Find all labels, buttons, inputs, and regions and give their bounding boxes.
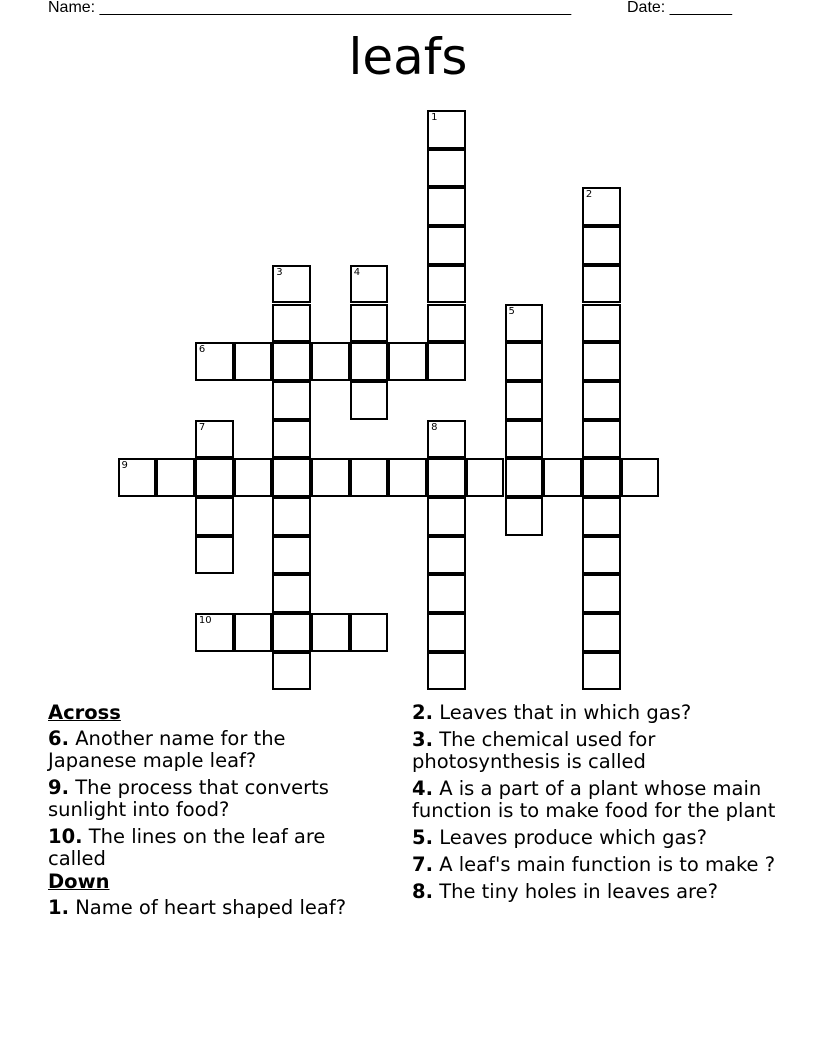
cell-number: 1 <box>431 112 438 123</box>
grid-cell[interactable] <box>272 458 311 497</box>
grid-cell[interactable] <box>427 536 466 575</box>
grid-cell[interactable] <box>350 265 389 304</box>
grid-cell[interactable] <box>350 458 389 497</box>
cell-number: 3 <box>276 266 283 278</box>
grid-cell[interactable] <box>234 458 273 497</box>
cell-number: 9 <box>121 460 128 472</box>
grid-cell[interactable] <box>388 342 427 381</box>
clue-across-9 <box>48 777 378 821</box>
date-field: Date: _______ <box>627 0 732 16</box>
clue-number: 5. <box>412 826 433 849</box>
grid-cell[interactable] <box>272 304 311 343</box>
grid-cell[interactable] <box>427 574 466 613</box>
grid-cell[interactable] <box>350 342 389 381</box>
grid-cell[interactable] <box>272 381 311 420</box>
clue-down-1 <box>48 897 378 919</box>
clue-number: 1. <box>48 896 69 919</box>
clues-right-column <box>412 702 792 908</box>
clue-text: The tiny holes in leaves are? <box>439 880 718 903</box>
clue-text: Leaves produce which gas? <box>439 826 707 849</box>
grid-cell[interactable] <box>195 420 234 459</box>
grid-cell[interactable] <box>195 536 234 575</box>
clue-number: 8. <box>412 880 433 903</box>
cell-number: 8 <box>431 421 438 433</box>
name-field: Name: _____________________________________________________ <box>48 0 572 16</box>
clue-number: 10. <box>48 825 83 848</box>
grid-cell[interactable] <box>350 613 389 652</box>
grid-cell[interactable] <box>582 226 621 265</box>
clue-down-2 <box>412 702 792 724</box>
clue-down-5 <box>412 827 792 849</box>
clue-text: The process that converts sunlight into food? <box>48 776 329 821</box>
clue-number: 4. <box>412 777 433 800</box>
grid-cell[interactable] <box>311 458 350 497</box>
grid-cell[interactable] <box>505 497 544 536</box>
clue-number: 7. <box>412 853 433 876</box>
grid-cell[interactable] <box>582 497 621 536</box>
clue-down-3 <box>412 729 792 773</box>
across-heading: Across <box>48 701 121 724</box>
grid-cell[interactable] <box>272 420 311 459</box>
grid-cell[interactable] <box>195 613 234 652</box>
grid-cell[interactable] <box>427 110 466 149</box>
grid-cell[interactable] <box>272 497 311 536</box>
cell-number: 2 <box>585 189 593 201</box>
grid-cell[interactable] <box>272 574 311 613</box>
grid-cell[interactable] <box>388 458 427 497</box>
clue-text: Leaves that in which gas? <box>439 701 692 724</box>
page-title: leafs <box>348 28 468 86</box>
clue-text: The lines on the leaf are called <box>48 825 326 870</box>
grid-cell[interactable] <box>582 304 621 343</box>
grid-cell[interactable] <box>427 613 466 652</box>
clue-text: A is a part of a plant whose main function is to make food for the plant <box>412 777 776 822</box>
grid-cell[interactable] <box>234 342 273 381</box>
grid-cell[interactable] <box>427 652 466 691</box>
grid-cell[interactable] <box>505 420 544 459</box>
grid-cell[interactable] <box>118 458 157 497</box>
clue-across-10 <box>48 826 378 870</box>
grid-cell[interactable] <box>582 574 621 613</box>
clue-number: 2. <box>412 701 433 724</box>
grid-cell[interactable] <box>621 458 660 497</box>
grid-cell[interactable] <box>427 187 466 226</box>
cell-number: 10 <box>198 615 212 627</box>
grid-cell[interactable] <box>582 342 621 381</box>
grid-cell[interactable] <box>505 458 544 497</box>
grid-cell[interactable] <box>582 652 621 691</box>
grid-cell[interactable] <box>311 342 350 381</box>
grid-cell[interactable] <box>272 652 311 691</box>
grid-cell[interactable] <box>505 342 544 381</box>
cell-number: 6 <box>198 344 206 356</box>
grid-cell[interactable] <box>582 187 621 226</box>
grid-cell[interactable] <box>582 265 621 304</box>
grid-cell[interactable] <box>466 458 505 497</box>
clue-text: Name of heart shaped leaf? <box>75 896 347 919</box>
grid-cell[interactable] <box>272 536 311 575</box>
grid-cell[interactable] <box>272 613 311 652</box>
grid-cell[interactable] <box>505 304 544 343</box>
grid-cell[interactable] <box>234 613 273 652</box>
grid-cell[interactable] <box>427 342 466 381</box>
clue-down-4 <box>412 778 792 822</box>
grid-cell[interactable] <box>195 342 234 381</box>
grid-cell[interactable] <box>427 226 466 265</box>
cell-number: 4 <box>353 266 361 278</box>
grid-cell[interactable] <box>505 381 544 420</box>
cell-number: 5 <box>508 305 515 317</box>
grid-cell[interactable] <box>311 613 350 652</box>
grid-cell[interactable] <box>427 497 466 536</box>
clue-across-6 <box>48 728 378 772</box>
grid-cell[interactable] <box>582 381 621 420</box>
grid-cell[interactable] <box>582 536 621 575</box>
grid-cell[interactable] <box>427 458 466 497</box>
cell-number: 7 <box>198 421 206 433</box>
grid-cell[interactable] <box>582 458 621 497</box>
grid-cell[interactable] <box>272 265 311 304</box>
grid-cell[interactable] <box>350 304 389 343</box>
clue-number: 9. <box>48 776 69 799</box>
grid-cell[interactable] <box>156 458 195 497</box>
grid-cell[interactable] <box>582 420 621 459</box>
grid-cell[interactable] <box>427 304 466 343</box>
grid-cell[interactable] <box>272 342 311 381</box>
grid-cell[interactable] <box>195 458 234 497</box>
clues-left-column <box>48 702 378 924</box>
clue-text: Another name for the Japanese maple leaf? <box>48 727 286 772</box>
clue-text: A leaf's main function is to make ? <box>439 853 776 876</box>
grid-cell[interactable] <box>195 497 234 536</box>
down-heading: Down <box>48 870 110 893</box>
clue-number: 6. <box>48 727 69 750</box>
clue-text: The chemical used for photosynthesis is called <box>412 728 656 773</box>
grid-cell[interactable] <box>427 265 466 304</box>
grid-cell[interactable] <box>582 613 621 652</box>
clue-down-8 <box>412 881 792 903</box>
clue-number: 3. <box>412 728 433 751</box>
grid-cell[interactable] <box>427 149 466 188</box>
clue-down-7 <box>412 854 792 876</box>
grid-cell[interactable] <box>350 381 389 420</box>
grid-cell[interactable] <box>427 420 466 459</box>
grid-cell[interactable] <box>543 458 582 497</box>
